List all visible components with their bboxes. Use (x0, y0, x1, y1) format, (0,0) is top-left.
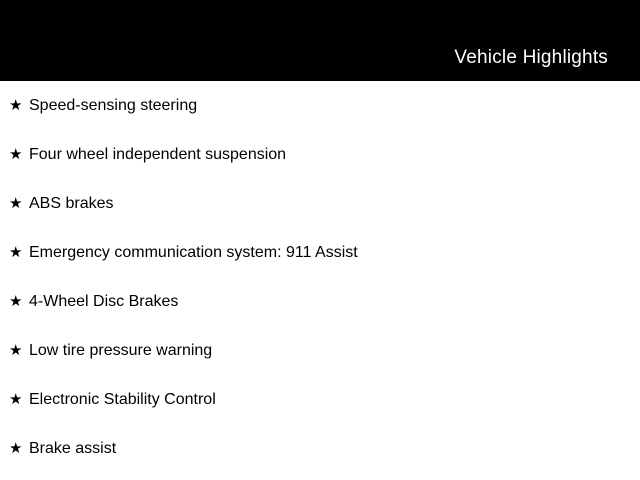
star-icon: ★ (9, 390, 23, 408)
page-title: Vehicle Highlights (454, 47, 608, 68)
list-item (0, 130, 640, 179)
feature-label: Speed-sensing steering (29, 96, 198, 114)
feature-label: Four wheel independent suspension (29, 145, 287, 163)
list-item (0, 179, 640, 228)
star-icon: ★ (9, 96, 23, 114)
feature-label: Low tire pressure warning (29, 341, 213, 359)
feature-label: 4-Wheel Disc Brakes (29, 292, 179, 310)
vehicle-features-list (0, 81, 640, 473)
feature-label: Electronic Stability Control (29, 390, 216, 408)
star-icon: ★ (9, 194, 23, 212)
list-item (0, 277, 640, 326)
star-icon: ★ (9, 341, 23, 359)
list-item (0, 375, 640, 424)
list-item (0, 424, 640, 473)
star-icon: ★ (9, 292, 23, 310)
feature-label: ABS brakes (29, 194, 114, 212)
star-icon: ★ (9, 439, 23, 457)
star-icon: ★ (9, 243, 23, 261)
list-item (0, 228, 640, 277)
list-item (0, 326, 640, 375)
feature-label: Brake assist (29, 439, 117, 457)
list-item (0, 81, 640, 130)
feature-label: Emergency communication system: 911 Assist (29, 243, 358, 261)
star-icon: ★ (9, 145, 23, 163)
header-bar (0, 0, 640, 81)
